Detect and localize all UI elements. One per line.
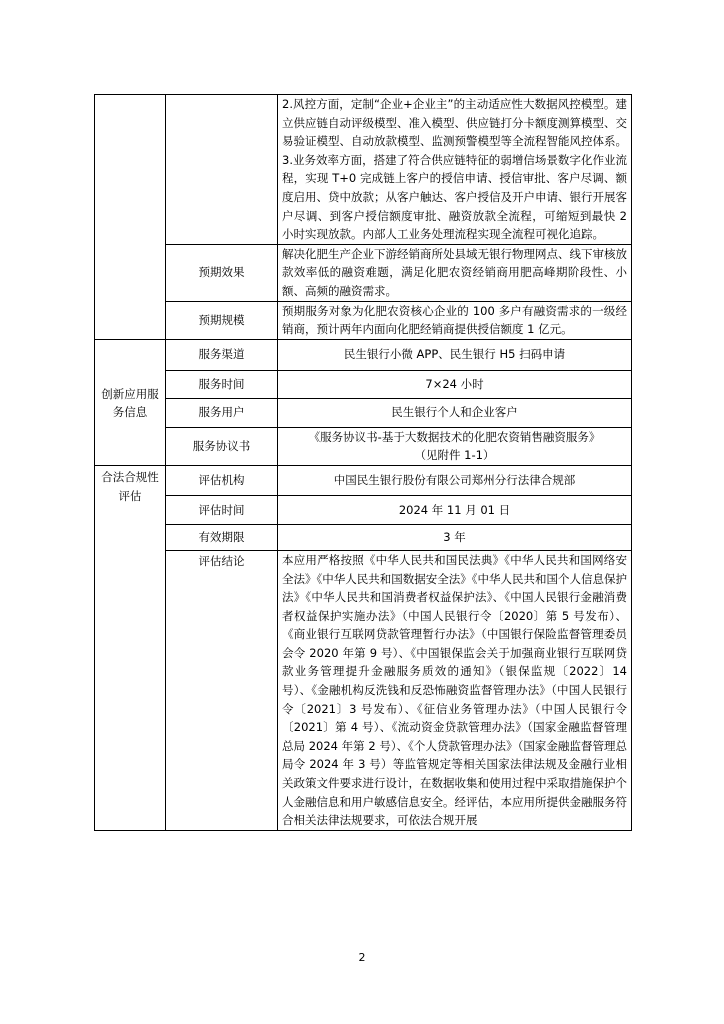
- empty-cell: [95, 95, 166, 340]
- service-user-value: 民生银行个人和企业客户: [278, 398, 632, 427]
- eval-org-value: 中国民生银行股份有限公司郑州分行法律合规部: [278, 465, 632, 495]
- service-channel-row: [95, 339, 632, 370]
- service-agreement-label: 服务协议书: [166, 427, 278, 465]
- service-user-row: [95, 398, 632, 427]
- service-info-section-label: 创新应用服务信息: [95, 339, 166, 465]
- agreement-attachment: （见附件 1-1）: [414, 448, 495, 463]
- service-time-label: 服务时间: [166, 370, 278, 398]
- expected-effect-row: [95, 244, 632, 301]
- validity-value: 3 年: [278, 524, 632, 550]
- eval-org-label: 评估机构: [166, 465, 278, 495]
- expected-effect-label: 预期效果: [166, 244, 278, 301]
- service-channel-value: 民生银行小微 APP、民生银行 H5 扫码申请: [278, 339, 632, 370]
- service-time-value: 7×24 小时: [278, 370, 632, 398]
- expected-scale-row: [95, 301, 632, 339]
- description-cell: [278, 95, 632, 245]
- service-time-row: [95, 370, 632, 398]
- efficiency-paragraph: 3.业务效率方面，搭建了符合供应链特征的弱增信场景数字化作业流程，实现 T+0 完成链上客户的授信申请、授信审批、客户尽调、额度启用、贷中放款；从客户触达、客户授信及开户申请、银行开展客户尽调、到客户授信额度审批、融资放款全流程，可缩短到最快 2 小时实现放款。内部人工业务处理流程实现全流程可视化追踪。: [282, 152, 627, 242]
- empty-cell: [166, 95, 278, 245]
- service-channel-label: 服务渠道: [166, 339, 278, 370]
- service-user-label: 服务用户: [166, 398, 278, 427]
- expected-scale-value: 预期服务对象为化肥农资核心企业的 100 多户有融资需求的一级经销商，预计两年内面向化肥经销商提供授信额度 1 亿元。: [278, 301, 632, 339]
- expected-scale-label: 预期规模: [166, 301, 278, 339]
- expected-effect-value: 解决化肥生产企业下游经销商所处县域无银行物理网点、线下审核放款效率低的融资难题，满足化肥农资经销商用肥高峰期阶段性、小额、高频的融资需求。: [278, 244, 632, 301]
- agreement-title: 《服务协议书-基于大数据技术的化肥农资销售融资服务》: [308, 429, 601, 444]
- info-table: [94, 94, 632, 831]
- conclusion-label: 评估结论: [166, 550, 278, 830]
- validity-row: [95, 524, 632, 550]
- validity-label: 有效期限: [166, 524, 278, 550]
- page-number: 2: [358, 951, 366, 964]
- conclusion-row: [95, 550, 632, 830]
- service-agreement-row: [95, 427, 632, 465]
- eval-time-row: [95, 495, 632, 524]
- service-agreement-value: [278, 427, 632, 465]
- eval-time-value: 2024 年 11 月 01 日: [278, 495, 632, 524]
- conclusion-text: 本应用严格按照《中华人民共和国民法典》《中华人民共和国网络安全法》《中华人民共和国数据安全法》《中华人民共和国个人信息保护法》《中华人民共和国消费者权益保护法》、《中国人民银行金融消费者权益保护实施办法》（中国人民银行令〔2020〕第 5 号发布）、《商业银行互联网贷款管理暂行办法》（中国银行保险监督管理委员会令 2020 年第 9 号）、《中国银保监会关于加强商业银行互联网贷款业务管理提升金融服务质效的通知》（银保监规〔2022〕14 号）、《金融机构反洗钱和反恐怖融资监督管理办法》（中国人民银行令〔2021〕3 号发布）、《征信业务管理办法》（中国人民银行令〔2021〕第 4 号）、《流动资金贷款管理办法》（国家金融监督管理总局 2024 年第 2 号）、《个人贷款管理办法》（国家金融监督管理总局令 2024 年 3 号）等监管规定等相关国家法律法规及金融行业相关政策文件要求进行设计，在数据收集和使用过程中采取措施保护个人金融信息和用户敏感信息安全。经评估，本应用所提供金融服务符合相关法律法规要求，可依法合规开展: [278, 550, 632, 830]
- eval-time-label: 评估时间: [166, 495, 278, 524]
- risk-control-paragraph: 2.风控方面，定制“企业+企业主”的主动适应性大数据风控模型。建立供应链自动评级模型、准入模型、供应链打分卡额度测算模型、交易验证模型、自动放款模型、监测预警模型等全流程智能风控体系。: [282, 97, 627, 149]
- risk-efficiency-row: [95, 95, 632, 245]
- compliance-section-label: 合法合规性评估: [95, 465, 166, 830]
- eval-org-row: [95, 465, 632, 495]
